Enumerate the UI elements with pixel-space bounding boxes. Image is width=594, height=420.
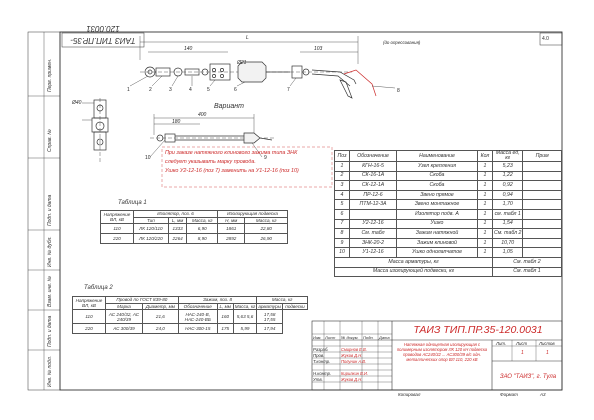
sheet-box-number: 4.0 — [542, 36, 549, 42]
table-row — [335, 229, 562, 239]
callout-3: 3 — [169, 87, 172, 93]
cell: 1 — [335, 162, 350, 172]
tb-name-4: Кирилкин В.И. — [341, 371, 369, 376]
cell: Масса, кг — [245, 217, 288, 224]
callout-8: 8 — [397, 88, 400, 94]
tb-col-doc: № докум. — [341, 335, 359, 340]
cell: Изолятор подв. А — [397, 209, 478, 219]
side-label-5: Взам. инв. № — [47, 276, 53, 307]
main-assembly — [140, 36, 376, 98]
t2-head-clamp: Зажим, поз. 8 — [178, 297, 257, 304]
tb-name-3: Полунин А.В. — [341, 359, 367, 364]
callout-9: 9 — [264, 155, 267, 161]
t2-head-voltage: Напряжение ВЛ, кВ — [73, 297, 106, 310]
cell: Диаметр, мм — [143, 303, 179, 310]
cell: Масса, кг — [234, 303, 256, 309]
cell: 1 — [478, 190, 493, 200]
table-row — [101, 234, 288, 244]
cell: Масса, кг — [187, 217, 218, 224]
t1-head-suspension: Изолирующая подвеска — [218, 211, 288, 218]
mass-fittings-value: См. табл 2 — [493, 257, 562, 267]
cell: Тип — [134, 217, 169, 224]
cell: 1,22 — [493, 171, 523, 181]
table-row — [335, 181, 562, 191]
dim-140: 140 — [184, 46, 193, 52]
tb-company: ЗАО "ТАИЗ", г. Тула — [499, 374, 557, 380]
side-label-2: Справ. № — [47, 129, 53, 152]
mass-insulated-label: Масса изолирующей подвески, кг — [335, 267, 493, 277]
table-row — [335, 209, 562, 219]
dim-400: 400 — [198, 112, 207, 118]
table2-title: Таблица 2 — [84, 285, 113, 291]
cell: 110 — [101, 224, 134, 234]
tb-name-5: Жуков Д.Н. — [341, 377, 363, 382]
cell: ЛК 120/220 — [134, 234, 169, 244]
cell: 1,70 — [493, 200, 523, 210]
cell: См. табл — [350, 229, 397, 239]
cell: 1 — [478, 209, 493, 219]
cell: 2264 — [168, 234, 187, 244]
variant-label: Вариант — [214, 103, 244, 110]
cell: 1,05 — [493, 248, 523, 258]
spec-header-row — [335, 151, 562, 162]
cell: Скоба — [397, 181, 478, 191]
cell: ПТМ-12-3А — [350, 200, 397, 210]
cell: 22,80 — [245, 224, 288, 234]
cell — [523, 219, 562, 229]
cell: Ушко однолапчатое — [397, 248, 478, 258]
format-value: А3 — [540, 392, 546, 397]
cell — [523, 171, 562, 181]
table-row — [335, 219, 562, 229]
tb-name-1: Смирнов Е.В. — [341, 347, 367, 352]
dim-note: (до опрессования) — [383, 40, 421, 45]
cell: 2 — [335, 171, 350, 181]
cell: 17,58 17,55 — [257, 310, 283, 324]
cell — [523, 181, 562, 191]
table1 — [100, 210, 288, 244]
cell: 1 — [478, 171, 493, 181]
cell: 175 — [217, 324, 233, 334]
mirrored-drawing-code: ТАИЗ ТИП.ПР.35-120.0031 — [70, 24, 136, 45]
tb-sheets-value: 1 — [546, 350, 549, 356]
cell: 8 — [335, 229, 350, 239]
tb-lit-header: Лит. — [496, 341, 507, 346]
dim-L: L — [246, 35, 249, 41]
cell: 1 — [478, 238, 493, 248]
cell: 160 — [217, 310, 233, 324]
cell: L, мм — [217, 303, 233, 310]
cell: Марка — [106, 303, 143, 310]
note-line-2: следует указывать марку провода. — [165, 159, 256, 165]
spec-head-mass: Масса ед, кг — [493, 151, 523, 162]
table1-title: Таблица 1 — [118, 200, 147, 206]
mass-insulated-value: См. табл 1 — [493, 267, 562, 277]
cell: арматуры — [258, 303, 282, 309]
t2-head-mass: Масса, кг — [257, 297, 308, 304]
cell: L, мм — [168, 217, 187, 224]
cell: Звено монтажное — [397, 200, 478, 210]
cell: ПР-12-6 — [350, 190, 397, 200]
cell: 1333 — [168, 224, 187, 234]
cell: 220 — [73, 324, 106, 334]
note-line-3: Ушко У2-12-16 (поз 7) заменить на У1-12-16 (поз 10) — [165, 168, 299, 174]
cell — [523, 200, 562, 210]
cell: 1861 — [218, 224, 245, 234]
cell: см. табл 1 — [493, 209, 523, 219]
cell: 26,90 — [245, 234, 288, 244]
cell: КГН-16-5 — [350, 162, 397, 172]
table-row — [335, 257, 562, 267]
callout-2: 2 — [149, 87, 152, 93]
cell: 1 — [478, 219, 493, 229]
spec-head-name: Наименование — [397, 151, 478, 162]
dim-103: 103 — [314, 46, 323, 52]
cell: Узел крепления — [397, 162, 478, 172]
copied-label: Копировал — [398, 392, 421, 397]
callout-6: 6 — [234, 87, 237, 93]
table-row — [335, 171, 562, 181]
cell: Н, мм — [218, 217, 245, 224]
tb-role-5: Утв. — [313, 377, 323, 382]
cell: У1-12-16 — [350, 248, 397, 258]
table-row — [73, 310, 308, 324]
callout-4: 4 — [189, 87, 192, 93]
tb-role-3: Т.контр. — [313, 359, 331, 364]
cell: 10,70 — [493, 238, 523, 248]
table-row — [335, 267, 562, 277]
cell: 9 — [335, 238, 350, 248]
cell: 2892 — [218, 234, 245, 244]
cell: 5,23 — [493, 162, 523, 172]
cell: СК-16-1А — [350, 171, 397, 181]
cell: 10 — [335, 248, 350, 258]
title-block-code: ТАИЗ ТИП.ПР.35-120.0031 — [413, 324, 543, 336]
tb-name-2: Жуков Д.Н. — [341, 353, 363, 358]
cell: ЗНК-20-2 — [350, 238, 397, 248]
cell: 5,99 — [233, 324, 257, 334]
cell: 1 — [478, 229, 493, 239]
callout-1: 1 — [127, 87, 130, 93]
cell: ЛК 120/110 — [134, 224, 169, 234]
cell — [350, 209, 397, 219]
t1-head-insulator: Изолятор, поз. 6 — [134, 211, 218, 218]
side-label-6: Подп. и дата — [47, 315, 53, 347]
tb-role-1: Разраб. — [313, 347, 329, 352]
cell: 1 — [478, 248, 493, 258]
spec-table — [334, 150, 562, 277]
cell: Обозначение — [178, 303, 217, 310]
cell: 3 — [335, 181, 350, 191]
dim-d21: Ø21 — [237, 60, 247, 66]
cell: НАС-300-15 — [178, 324, 217, 334]
callout-5: 5 — [207, 87, 210, 93]
tb-sheet-value: 1 — [521, 350, 524, 356]
spec-head-qty: Кол — [478, 151, 493, 162]
cell: Звено прямое — [397, 190, 478, 200]
cell: Скоба — [397, 171, 478, 181]
cell: У2-12-16 — [350, 219, 397, 229]
title-block-description: Натяжная одноцепная изолирующая с полимерным изолятором ЛК 120 кН подвеска проводов АС240/32 ... АС300/39 в/с одн. металлических опор ВЛ 110, 220 кВ — [396, 342, 488, 362]
cell: 220 — [101, 234, 134, 244]
side-label-4: Инв. № дубл. — [47, 236, 53, 267]
table-row — [335, 162, 562, 172]
t1-head-voltage: Напряжение ВЛ, кВ — [101, 211, 134, 224]
cell: СК-12-1А — [350, 181, 397, 191]
cell: 6 — [335, 209, 350, 219]
side-label-7: Инв. № подл. — [47, 355, 53, 387]
table2 — [72, 296, 308, 334]
table-row — [335, 190, 562, 200]
cell: 24,0 — [143, 324, 179, 334]
cell: подвески — [283, 303, 308, 310]
spec-head-designation: Обозначение — [350, 151, 397, 162]
tb-role-2: Пров. — [313, 353, 325, 358]
tb-sheets-header: Листов — [539, 341, 555, 346]
table-row — [73, 324, 308, 334]
cell: 1 — [478, 200, 493, 210]
spec-head-note: Прим — [523, 151, 562, 162]
cell: 7 — [335, 219, 350, 229]
cell: 1 — [478, 162, 493, 172]
tb-col-list: Лист — [325, 335, 336, 340]
cell: 17,94 — [257, 324, 283, 334]
tb-col-izm: Изм. — [313, 335, 322, 340]
cell: 0,94 — [493, 190, 523, 200]
t2-head-wire: Провод по ГОСТ 839-80 — [106, 297, 179, 304]
cell — [523, 229, 562, 239]
side-label-3: Подп. и дата — [47, 194, 53, 226]
tb-sheet-header: Лист — [516, 341, 528, 346]
side-label-1: Перв. примен. — [47, 58, 53, 92]
format-label: Формат — [500, 392, 518, 397]
dim-180: 180 — [172, 119, 181, 125]
cell: 5,63 5,6 — [233, 310, 257, 324]
table-row — [101, 224, 288, 234]
cell: 8,90 — [187, 234, 218, 244]
mass-fittings-label: Масса арматуры, кг — [335, 257, 493, 267]
drawing-notes — [165, 149, 299, 176]
cell: 21,6 — [143, 310, 179, 324]
dim-d40: Ø40 — [72, 100, 82, 106]
cell — [523, 248, 562, 258]
cell: Зажим клиновой — [397, 238, 478, 248]
variant-assembly — [150, 114, 275, 143]
spec-head-pos: Поз — [335, 151, 350, 162]
cell: 1 — [478, 181, 493, 191]
side-view — [82, 98, 108, 162]
table-row — [335, 200, 562, 210]
cell: 1,54 — [493, 219, 523, 229]
cell: 4 — [335, 190, 350, 200]
cell — [523, 162, 562, 172]
tb-col-date: Дата — [379, 335, 390, 340]
note-line-1: При заказе натяжного клинового зажима типа ЗНК — [165, 150, 298, 156]
cell — [523, 238, 562, 248]
cell: 110 — [73, 310, 106, 324]
tb-role-4: Н.контр. — [313, 371, 332, 376]
cell — [523, 209, 562, 219]
cell: Ушко — [397, 219, 478, 229]
cell: 0,92 — [493, 181, 523, 191]
cell: Зажим натяжной — [397, 229, 478, 239]
callout-10: 10 — [145, 155, 151, 161]
cell: 6,90 — [187, 224, 218, 234]
cell: См. табл 2 — [493, 229, 523, 239]
table-row — [335, 248, 562, 258]
cell: 5 — [335, 200, 350, 210]
tb-col-sign: Подп. — [363, 335, 374, 340]
callout-7: 7 — [287, 87, 290, 93]
cell: АС 240/32, АС 240/39 — [106, 310, 143, 324]
cell — [523, 190, 562, 200]
cell: АС 300/39 — [106, 324, 143, 334]
cell: НАС-240-В, НАС-240-ВБ — [178, 310, 217, 324]
table-row — [335, 238, 562, 248]
